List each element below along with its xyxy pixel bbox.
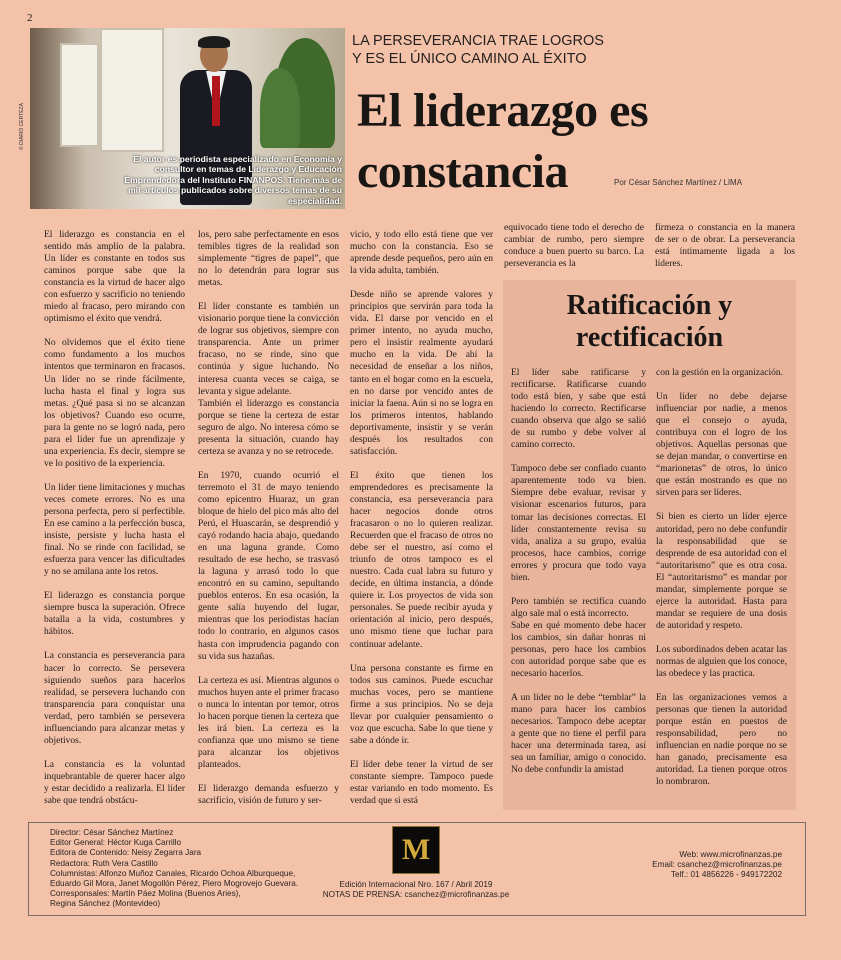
paragraph: El líder debe tener la virtud de ser constante siempre. Tampoco puede estar variando en todo momento. Es verdad que si está [350,759,493,807]
headline: El liderazgo es constancia [357,84,649,198]
paragraph: El liderazgo es constancia en el sentido más amplio de la palabra. Un líder es constante en todos sus caminos porque sabe que la constancia es la virtud de hacer algo con esfuerzo y sacrificio no teniendo miedo al fracaso, pero mirando con optimismo el éxito que vendrá. [44,230,185,325]
paragraph: Una persona constante es firme en todos sus caminos. Puede escuchar muchas voces, pero se mantiene firme a sus principios. No se deja llevar por cualquier pensamiento o voz que escucha. Sabe lo que tiene y sabe a dónde ir. [350,663,493,746]
kicker-line: LA PERSEVERANCIA TRAE LOGROS [352,33,604,49]
paragraph: El líder constante es también un visionario porque tiene la convicción de lograr sus objetivos, siempre con transparencia. Ante un primer fracaso, no se rinde, sino que continúa y sigue luchando. No interesa cuanta veces se caiga, se levanta y sigue adelante. También el liderazgo es constancia porque se tiene la certeza de estar seguro de algo. No interesa cómo se presenta la situación, cuando hay certeza se avanza y no se retrocede. [198,302,339,457]
paragraph: Si bien es cierto un líder ejerce autoridad, pero no debe confundir la responsabilidad que se desprende de esa autoridad con el “autoritarismo” que es otra cosa. El “autoritarismo” es mandar por mandar, simplemente porque se ejerce la autoridad. Hasta para mandar se requiere de una dosis de autoridad y respeto. [656,512,787,631]
paragraph: Pero también se rectifica cuando algo sale mal o está incorrecto. Sabe en qué momento debe hacer los cambios, sin dañar honras ni personas, pero hace los cambios con autoridad porque sabe que es necesario hacerlos. [511,596,646,680]
sidebar-column-2 [656,367,787,788]
paragraph: La constancia es la voluntad inquebrantable de querer hacer algo y estar decidido a realizarla. El líder sabe que tendrá obstácu- [44,759,185,806]
paragraph: En 1970, cuando ocurrió el terremoto el 31 de mayo teniendo como epicentro Huaraz, un gran bloque de hielo del pico más alto del Perú, el Huascarán, se desprendió y cayó rodando hacia abajo, quedando en una laguna grande. Como resultado de ese hecho, se trasvasó la laguna y arrasó todo lo que encontró en su camino, sepultando pueblos enteros. En esa ocasión, la gente salía huyendo del lugar, mientras que los periodistas hacían todo lo contrario, en algunos casos hasta con imprudencia pagando con su vida sus hazañas. [198,470,339,662]
paragraph: La certeza es así. Mientras algunos o muchos huyen ante el primer fracaso o nunca lo intentan por temor, otros lo hacen porque tienen la certeza que les irá bien. La certeza es la confianza que uno mismo se tiene para alcanzar los objetivos planteados. [198,675,339,770]
web-link[interactable]: Web: www.microfinanzas.pe [679,850,782,859]
paragraph: Un líder tiene limitaciones y muchas veces comete errores. No es una persona perfecta, pero sí perfectible. En ese camino a la perfección busca, insiste, persiste y lucha hasta el final. No se rinde con facilidad, se esfuerza para vencer las dificultades y no se amilana ante los retos. [44,482,185,578]
staff-line: Editor General: Héctor Kuga Carrillo [50,838,182,848]
byline: Por César Sánchez Martínez / LIMA [614,178,743,187]
staff-line: Regina Sánchez (Montevideo) [50,899,161,909]
paragraph: Un líder no debe dejarse influenciar por nadie, a menos que el consejo o ayuda, contribuya con el logro de los objetivos. Aquellas personas que se dejan mandar, o convertirse en “marionetas” de otros, lo único que están mostrando es que no sirven para ser líderes. [656,392,787,499]
staff-credits [50,828,298,910]
staff-line: Editora de Contenido: Neisy Zegarra Jara [50,848,202,858]
article-column-5 [655,222,795,270]
press-contact: NOTAS DE PRENSA: csanchez@microfinanzas.pe [322,890,510,900]
staff-line: Director: César Sánchez Martínez [50,828,174,837]
article-column-3 [350,229,493,807]
page-number: 2 [27,12,33,24]
edition-info [318,880,514,900]
kicker [352,32,604,68]
publication-logo [392,826,440,874]
paragraph: con la gestión en la organización. [656,368,783,378]
kicker-line: Y ES EL ÚNICO CAMINO AL ÉXITO [352,51,587,67]
contact-info [600,850,782,881]
phone-number: Telf.: 01 4856226 - 949172202 [670,870,782,880]
paragraph: A un líder no le debe “temblar” la mano para hacer los cambios necesarios. Tampoco debe aceptar a gente que no tiene el perfil para hacer una determinada tarea, así sea un familiar, amigo o conocido. No debe confundir la amistad [511,693,646,776]
paragraph: El líder sabe ratificarse y rectificarse. Ratificarse cuando todo está bien, y sabe que está haciendo lo correcto. Rectificarse cuando observa que algo se salió de su rumbo y debe volver al camino correcto. [511,368,646,451]
sidebar-column-1 [511,367,646,776]
photo-credit: © DIARIO CERTEZA [19,103,25,150]
paragraph: El liderazgo demanda esfuerzo y sacrificio, visión de futuro y ser- [198,783,339,807]
paragraph: vicio, y todo ello está tiene que ver mucho con la constancia. Eso se aprende desde pequeños, pero aún en la vida adulta, también. [350,230,493,277]
paragraph: firmeza o constancia en la manera de ser o de obrar. La perseverancia está íntimamente ligada a los líderes. [655,223,795,270]
photo-caption: El autor es periodista especializado en Economía y consultor en temas de Liderazgo y Educación Emprendedora del Instituto FINANPOS. Tiene más de mil artículos publicados sobre diversos temas de su especialidad. [124,154,342,206]
article-column-4 [504,222,644,270]
sidebar-title: Ratificación y rectificación [566,290,733,353]
paragraph: La constancia es perseverancia para hacer lo correcto. Se persevera siguiendo sueños para hacerlos realidad, se persevera luchando con transparencia para conquistar una verdad, pero también se persevera influenciando para alcanzar metas y objetivos. [44,651,185,746]
staff-line: Columnistas: Alfonzo Muñoz Canales, Ricardo Ochoa Alburqueque, [50,868,296,878]
paragraph: Los subordinados deben acatar las normas de alguien que los conoce, las obedece y las practica. [656,644,787,680]
article-column-2 [198,229,339,807]
paragraph: los, pero sabe perfectamente en esos temibles tigres de la realidad son simplemente “tigres de papel”, que no lo detendrán para lograr sus metas. [198,230,339,289]
staff-line: Corresponsales: Martín Páez Molina (Buenos Aries), [50,889,241,899]
paragraph: El liderazgo es constancia porque siempre busca la superación. Ofrece batalla a la vida, costumbres y hábitos. [44,591,185,638]
paragraph: equivocado tiene todo el derecho de cambiar de rumbo, pero siempre conduce a buen puerto su barco. La perseverancia es la [504,223,644,270]
staff-line: Redactora: Ruth Vera Castillo [50,858,158,868]
paragraph: El éxito que tienen los emprendedores es precisamente la constancia, esa perseverancia para hacer negocios donde otros fracasaron o no lo quieren realizar. Recuerden que el fracaso de otros no debe ser el nuestro, así como el triunfo de otros tampoco es el nuestro. Cada cual labra su futuro y decide, en última instancia, a dónde quiere ir. Los proyectos de vida son personales. Se puede recibir ayuda y orientación al inicio, pero después, uno mismo tiene que luchar para continuar adelante. [350,470,493,650]
paragraph: Desde niño se aprende valores y principios que servirán para toda la vida. El darse por vencido en el primer intento, no ayuda mucho, pero el insistir realmente ayudará mucho en la vida. De ahí la necesidad de enseñar a los niños, tanto en el hogar como en la escuela, en no darse por vencido antes de iniciar la faena. Aún si no se logra en los primeros intentos, hablando deportivamente, insistir y se verán después los resultados con satisfacción. [350,290,493,457]
article-column-1 [44,229,185,807]
paragraph: En las organizaciones vemos a personas que tienen la autoridad porque están en puestos de responsabilidad, pero no influencian en nadie porque no se han ganado, precisamente esa autoridad. La tienen porque otros lo nombraron. [656,693,787,788]
paragraph: No olvidemos que el éxito tiene como fundamento a los muchos intentos que terminaron en fracasos. Un líder no se rinde fácilmente, lucha hasta el final y logra sus metas. ¿Qué pasa si no se alcanzan los objetivos? Cuando eso ocurre, para la gente no se logró nada, pero para el líder fue un aprendizaje y una experiencia. Es decir, siempre se ve lo positivo de la experiencia. [44,338,185,469]
logo-letter: M [401,833,431,866]
paragraph: Tampoco debe ser confiado cuanto aparentemente todo va bien. Siempre debe evaluar, revisar y visionar escenarios futuros, para tomar las decisiones correctas. El líder constantemente revisa su vida, analiza a su grupo, evalúa procesos, hace cambios, corrige errores y procura que todo vaya bien. [511,464,646,583]
edition-text: Edición Internacional Nro. 167 / Abril 2019 [339,880,493,889]
email-link[interactable]: Email: csanchez@microfinanzas.pe [652,860,782,870]
staff-line: Eduardo Gil Mora, Janet Mogollón Pérez, Piero Mogrovejo Guevara. [50,879,299,889]
